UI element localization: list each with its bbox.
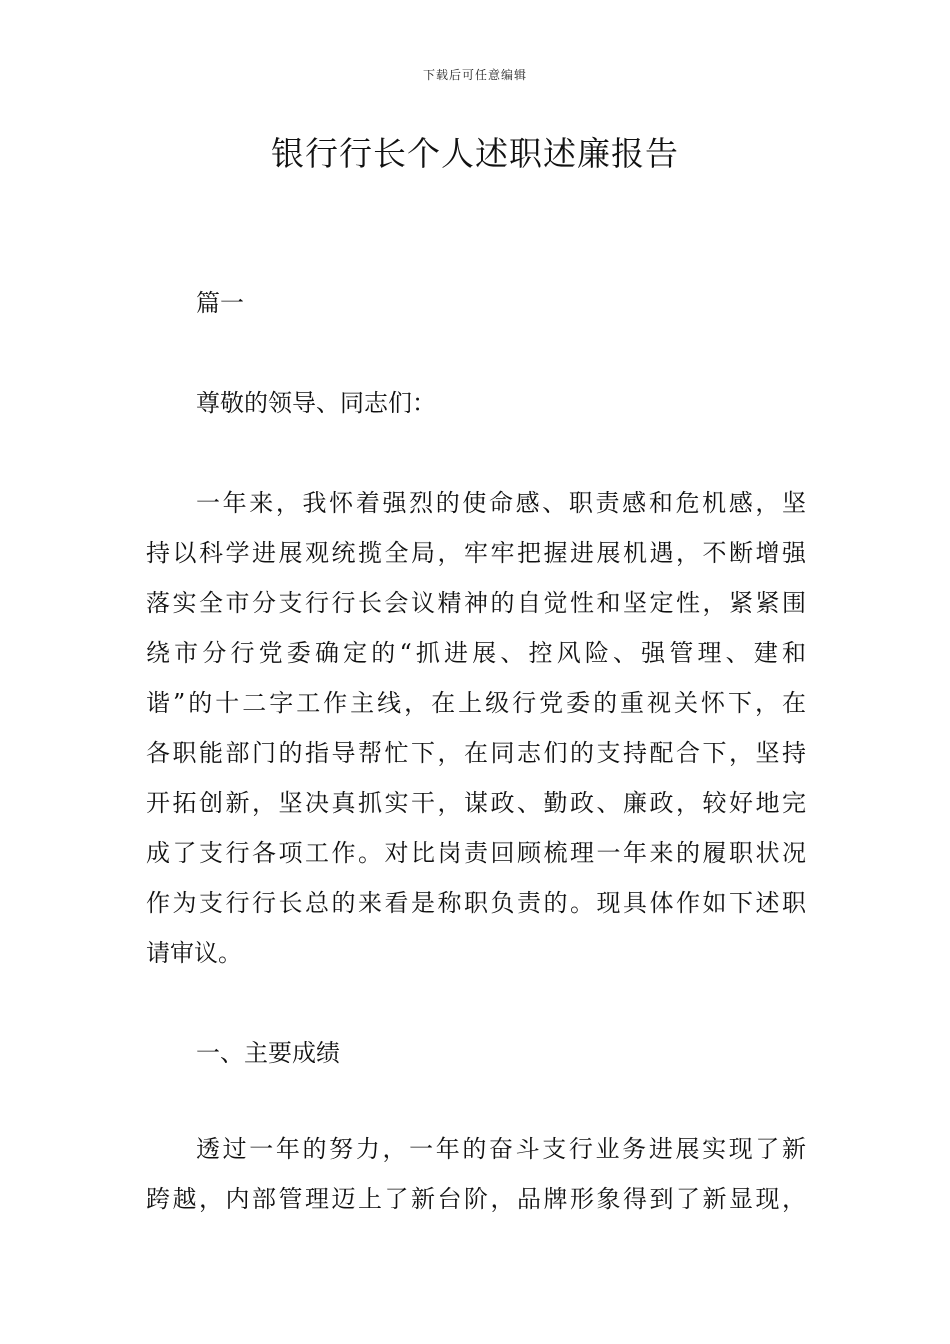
- document-title: 银行行长个人述职述廉报告: [271, 134, 679, 173]
- paragraph-line: 一年来，我怀着强烈的使命感、职责感和危机感，坚: [196, 489, 806, 517]
- paragraph-line: 跨越，内部管理迈上了新台阶，品牌形象得到了新显现，: [146, 1185, 806, 1213]
- header-note: 下载后可任意编辑: [422, 68, 527, 82]
- paragraph-line: 作为支行行长总的来看是称职负责的。现具体作如下述职: [146, 889, 806, 917]
- results-paragraph: [146, 1124, 806, 1224]
- intro-paragraph: [146, 478, 806, 978]
- paragraph-line: 落实全市分支行行长会议精神的自觉性和坚定性，紧紧围: [146, 589, 806, 617]
- paragraph-line: 绕市分行党委确定的“抓进展、控风险、强管理、建和: [146, 639, 806, 667]
- paragraph-line: 开拓创新，坚决真抓实干，谋政、勤政、廉政，较好地完: [146, 789, 806, 817]
- greeting-paragraph: 尊敬的领导、同志们：: [196, 389, 436, 417]
- paragraph-line: 各职能部门的指导帮忙下，在同志们的支持配合下，坚持: [146, 739, 806, 767]
- paragraph-line: 请审议。: [146, 939, 242, 967]
- section-label: 篇一: [196, 289, 244, 317]
- section-heading: 一、主要成绩: [196, 1039, 340, 1067]
- paragraph-line: 谐”的十二字工作主线，在上级行党委的重视关怀下，在: [146, 689, 806, 717]
- paragraph-line: 持以科学进展观统揽全局，牢牢把握进展机遇，不断增强: [146, 539, 806, 567]
- paragraph-line: 成了支行各项工作。对比岗责回顾梳理一年来的履职状况: [146, 839, 806, 867]
- paragraph-line: 透过一年的努力，一年的奋斗支行业务进展实现了新: [196, 1135, 806, 1163]
